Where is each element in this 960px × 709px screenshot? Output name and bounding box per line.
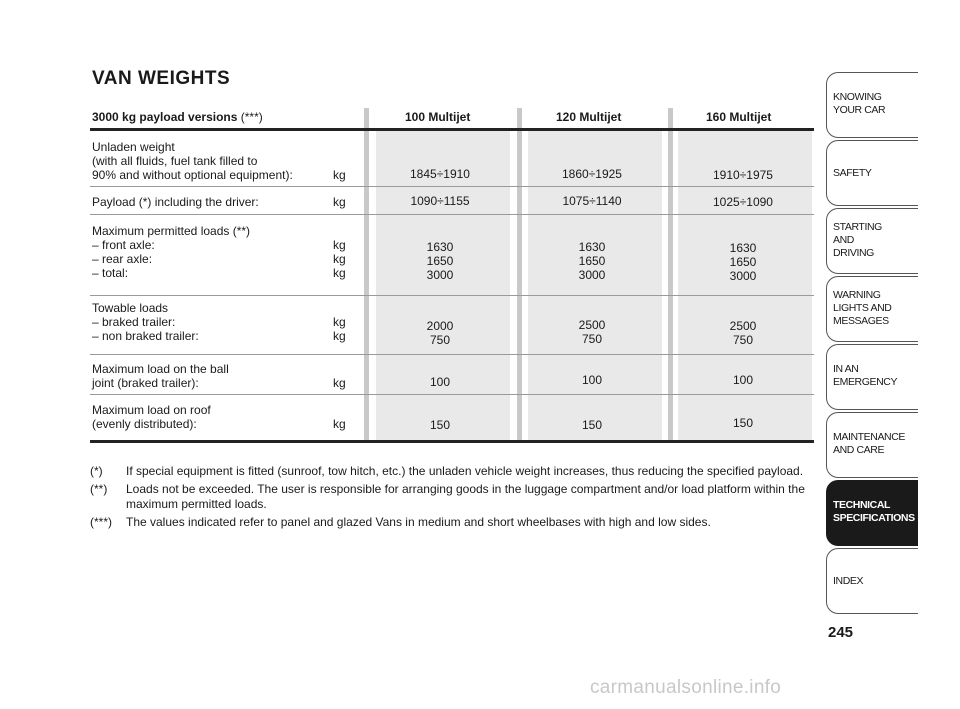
sidebar-tab-safety[interactable]: SAFETY [826, 140, 918, 206]
row-label-payload: Payload (*) including the driver: [92, 195, 259, 209]
table-cell: 2000 750 [426, 319, 454, 347]
sidebar-tab-warning-lights[interactable]: WARNING LIGHTS AND MESSAGES [826, 276, 918, 342]
footnote: (**) Loads not be exceeded. The user is responsible for arranging goods in the luggage compartment and/or load platform within the maximum permitted loads. [90, 482, 805, 511]
table-cell: 1630 1650 3000 [426, 240, 454, 282]
row-label-max-load-roof: Maximum load on roof (evenly distributed): [92, 403, 211, 431]
table-cell: 100 [732, 373, 754, 387]
table-bottom-rule [90, 440, 814, 443]
sidebar-tab-technical-specifications[interactable]: TECHNICAL SPECIFICATIONS [826, 480, 918, 546]
footnotes [90, 464, 810, 533]
row-divider [90, 214, 814, 215]
table-top-rule [90, 128, 814, 131]
column-separator [517, 108, 522, 440]
table-cell: 100 [581, 373, 603, 387]
row-divider [90, 186, 814, 187]
row-divider [90, 295, 814, 296]
table-cell: 100 [429, 375, 451, 389]
sidebar-tab-index[interactable]: INDEX [826, 548, 918, 614]
row-label-max-permitted-loads: Maximum permitted loads (**) – front axle: – rear axle: – total: [92, 224, 251, 280]
row-unit: kg kg [333, 315, 346, 343]
page-number: 245 [828, 624, 854, 641]
sidebar-tab-knowing-your-car[interactable]: KNOWING YOUR CAR [826, 72, 918, 138]
footnote: (*) If special equipment is fitted (sunroof, tow hitch, etc.) the unladen vehicle weight increases, thus reducing the specified payload. [90, 464, 804, 478]
row-unit: kg [333, 168, 346, 182]
row-label-unladen-weight: Unladen weight (with all fluids, fuel tank filled to 90% and without optional equipment): [92, 140, 293, 182]
page-title: VAN WEIGHTS [92, 68, 231, 89]
footnote: (***) The values indicated refer to panel and glazed Vans in medium and short wheelbases with high and low sides. [90, 515, 711, 529]
table-cell: 1075÷1140 [562, 194, 622, 208]
column-header-100: 100 Multijet [405, 110, 471, 124]
table-cell: 1025÷1090 [713, 195, 773, 209]
table-header-label: 3000 kg payload versions (***) [92, 110, 263, 124]
column-header-120: 120 Multijet [556, 110, 622, 124]
table-cell: 1860÷1925 [562, 167, 622, 181]
column-separator [668, 108, 673, 440]
table-cell: 150 [429, 418, 451, 432]
table-cell: 1910÷1975 [713, 168, 773, 182]
row-divider [90, 394, 814, 395]
row-unit: kg [333, 417, 346, 431]
table-cell: 150 [732, 416, 754, 430]
table-cell: 1630 1650 3000 [578, 240, 606, 282]
table-cell: 1845÷1910 [410, 167, 470, 181]
table-cell: 1090÷1155 [410, 194, 470, 208]
row-unit: kg [333, 195, 346, 209]
table-cell: 2500 750 [729, 319, 757, 347]
row-label-max-load-ball-joint: Maximum load on the ball joint (braked trailer): [92, 362, 229, 390]
table-cell: 150 [581, 418, 603, 432]
sidebar-tab-in-an-emergency[interactable]: IN AN EMERGENCY [826, 344, 918, 410]
row-unit: kg [333, 376, 346, 390]
column-separator [364, 108, 369, 440]
watermark: carmanualsonline.info [590, 677, 782, 698]
column-header-160: 160 Multijet [706, 110, 772, 124]
row-label-towable-loads: Towable loads – braked trailer: – non braked trailer: [92, 301, 199, 343]
row-divider [90, 354, 814, 355]
sidebar-tab-maintenance[interactable]: MAINTENANCE AND CARE [826, 412, 918, 478]
row-unit: kg kg kg [333, 238, 346, 280]
table-cell: 2500 750 [578, 318, 606, 346]
chapter-sidebar [826, 72, 918, 616]
table-cell: 1630 1650 3000 [729, 241, 757, 283]
sidebar-tab-starting-and-driving[interactable]: STARTING AND DRIVING [826, 208, 918, 274]
